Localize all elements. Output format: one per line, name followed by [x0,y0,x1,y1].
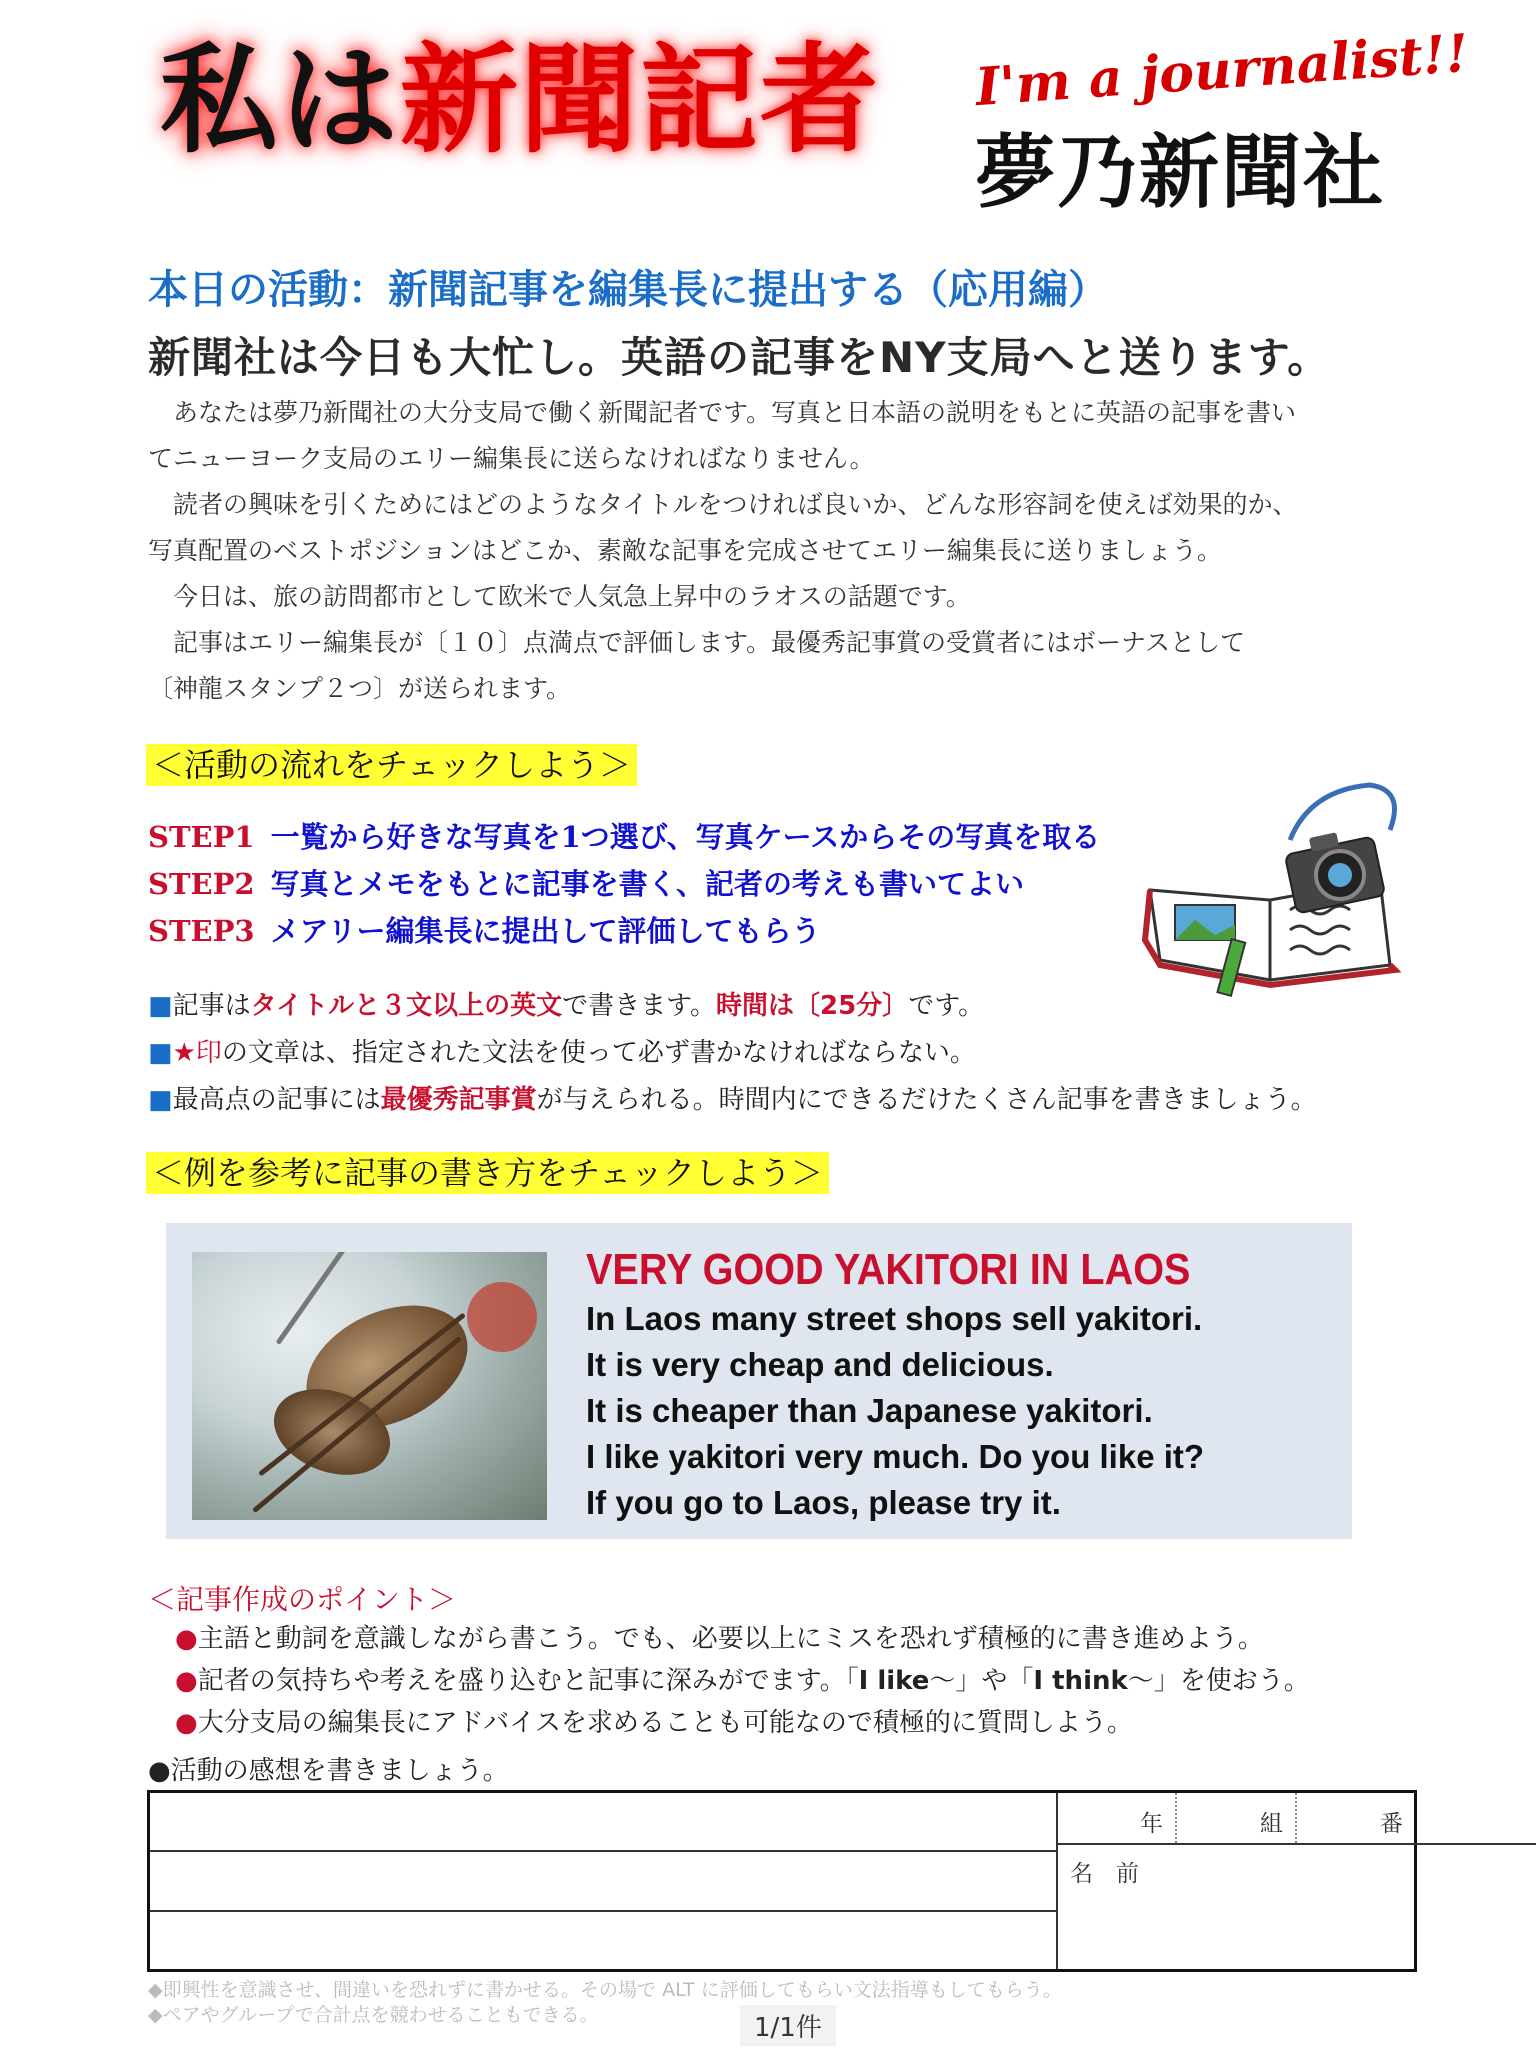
activity-title: 本日の活動：新聞記事を編集長に提出する（応用編） [148,267,1108,313]
star-mark: ★印 [172,1038,222,1068]
rule-text: 記事は [172,991,251,1021]
rule-text: です。 [908,991,985,1021]
yakitori-photo [192,1252,547,1520]
step-3 [148,909,820,950]
newspaper-name: 夢乃新聞社 [975,125,1385,219]
point-phrase: I like [858,1666,930,1696]
page-indicator: 1/1件 [740,2005,836,2046]
bullet-square-icon: ■ [148,1085,173,1115]
rule-text: が与えられる。時間内にできるだけたくさん記事を書きましょう。 [536,1085,1317,1115]
intro-line: 読者の興味を引くためにはどのようなタイトルをつければ良いか、どんな形容詞を使えば効果的か、 [148,490,1298,519]
rule-text: の文章は、指定された文法を使って必ず書かなければならない。 [221,1038,976,1068]
step-text: 一覧から好きな写真を1つ選び、写真ケースからその写真を取る [270,820,1101,854]
masthead-title-part2: 新聞記者 [400,30,881,169]
rule-emphasis: 時間は〔25分〕 [716,991,909,1021]
point-2 [175,1660,1310,1697]
bullet-square-icon: ■ [148,1038,173,1068]
step-text: 写真とメモをもとに記事を書く、記者の考えも書いてよい [270,867,1025,901]
point-phrase: I think [1033,1666,1128,1696]
intro-line: 〔神龍スタンプ２つ〕が送られます。 [148,674,572,703]
bullet-dot-icon: ● [175,1624,198,1654]
point-text: 大分支局の編集長にアドバイスを求めることも可能なので積極的に質問しよう。 [197,1708,1133,1738]
section-heading-example: ＜例を参考に記事の書き方をチェックしよう＞ [146,1152,829,1194]
example-headline: VERY GOOD YAKITORI IN LAOS [586,1245,1191,1294]
rule-2 [148,1032,976,1069]
point-text: ～」や「 [929,1666,1034,1696]
example-sentence: If you go to Laos, please try it. [586,1484,1061,1521]
footnote: ◆ペアやグループで合計点を競わせることもできる。 [148,2004,599,2026]
camera-icon [1285,785,1395,914]
class-label: 組 [1260,1811,1283,1837]
masthead-title-part1: 私は [160,30,401,169]
point-3 [175,1702,1133,1739]
rule-text: で書きます。 [562,991,716,1021]
intro-line: 記事はエリー編集長が〔１０〕点満点で評価します。最優秀記事賞の受賞者にはボーナスとして [148,628,1246,657]
step-text: メアリー編集長に提出して評価してもらう [270,914,821,948]
intro-line: 今日は、旅の訪問都市として欧米で人気急上昇中のラオスの話題です。 [148,582,971,611]
section-heading-flow: ＜活動の流れをチェックしよう＞ [146,744,637,786]
number-label: 番 [1380,1811,1403,1837]
step-2 [148,862,1024,903]
example-sentence: In Laos many street shops sell yakitori. [586,1300,1203,1337]
notebook-camera-illustration [1140,780,1420,1010]
point-text: ～」を使おう。 [1127,1666,1310,1696]
lead-text: 新聞社は今日も大忙し。英語の記事をNY支局へと送ります。 [148,333,1331,382]
point-text: 記者の気持ちや考えを盛り込むと記事に深みがでます。「 [197,1666,859,1696]
year-label: 年 [1140,1811,1163,1837]
bullet-dot-icon: ● [175,1666,198,1696]
masthead-title [160,30,880,170]
reflection-table [147,1790,1417,1972]
intro-line: 写真配置のベストポジションはどこか、素敵な記事を完成させてエリー編集長に送りましょう。 [148,536,1222,565]
step-1 [148,815,1100,856]
example-sentence: It is cheaper than Japanese yakitori. [586,1392,1153,1429]
point-1 [175,1618,1264,1655]
reflection-prompt: ●活動の感想を書きましょう。 [148,1756,509,1786]
point-text: 主語と動詞を意識しながら書こう。でも、必要以上にミスを恐れず積極的に書き進めよう。 [197,1624,1264,1654]
points-heading: ＜記事作成のポイント＞ [148,1583,457,1616]
bullet-dot-icon: ● [175,1708,198,1738]
step-label: STEP1 [148,820,255,854]
rule-emphasis: タイトルと３文以上の英文 [250,991,563,1021]
bullet-square-icon: ■ [148,991,173,1021]
rule-3 [148,1079,1317,1116]
name-label: 名 前 [1070,1861,1139,1887]
writing-line [150,1850,1056,1852]
example-sentence: It is very cheap and delicious. [586,1346,1054,1383]
intro-line: あなたは夢乃新聞社の大分支局で働く新聞記者です。写真と日本語の説明をもとに英語の記事を書い [148,398,1297,427]
footnote: ◆即興性を意識させ、間違いを恐れずに書かせる。その場で ALT に評価してもらい文法指導もしてもらう。 [148,1979,1062,2001]
step-label: STEP2 [148,867,255,901]
rule-emphasis: 最優秀記事賞 [380,1085,537,1115]
example-sentence: I like yakitori very much. Do you like it? [586,1438,1205,1475]
rule-1 [148,985,984,1022]
intro-line: てニューヨーク支局のエリー編集長に送らなければなりません。 [148,444,875,473]
rule-text: 最高点の記事には [172,1085,381,1115]
writing-line [150,1910,1056,1912]
masthead-subtitle: I'm a journalist!! [973,22,1471,119]
step-label: STEP3 [148,914,255,948]
